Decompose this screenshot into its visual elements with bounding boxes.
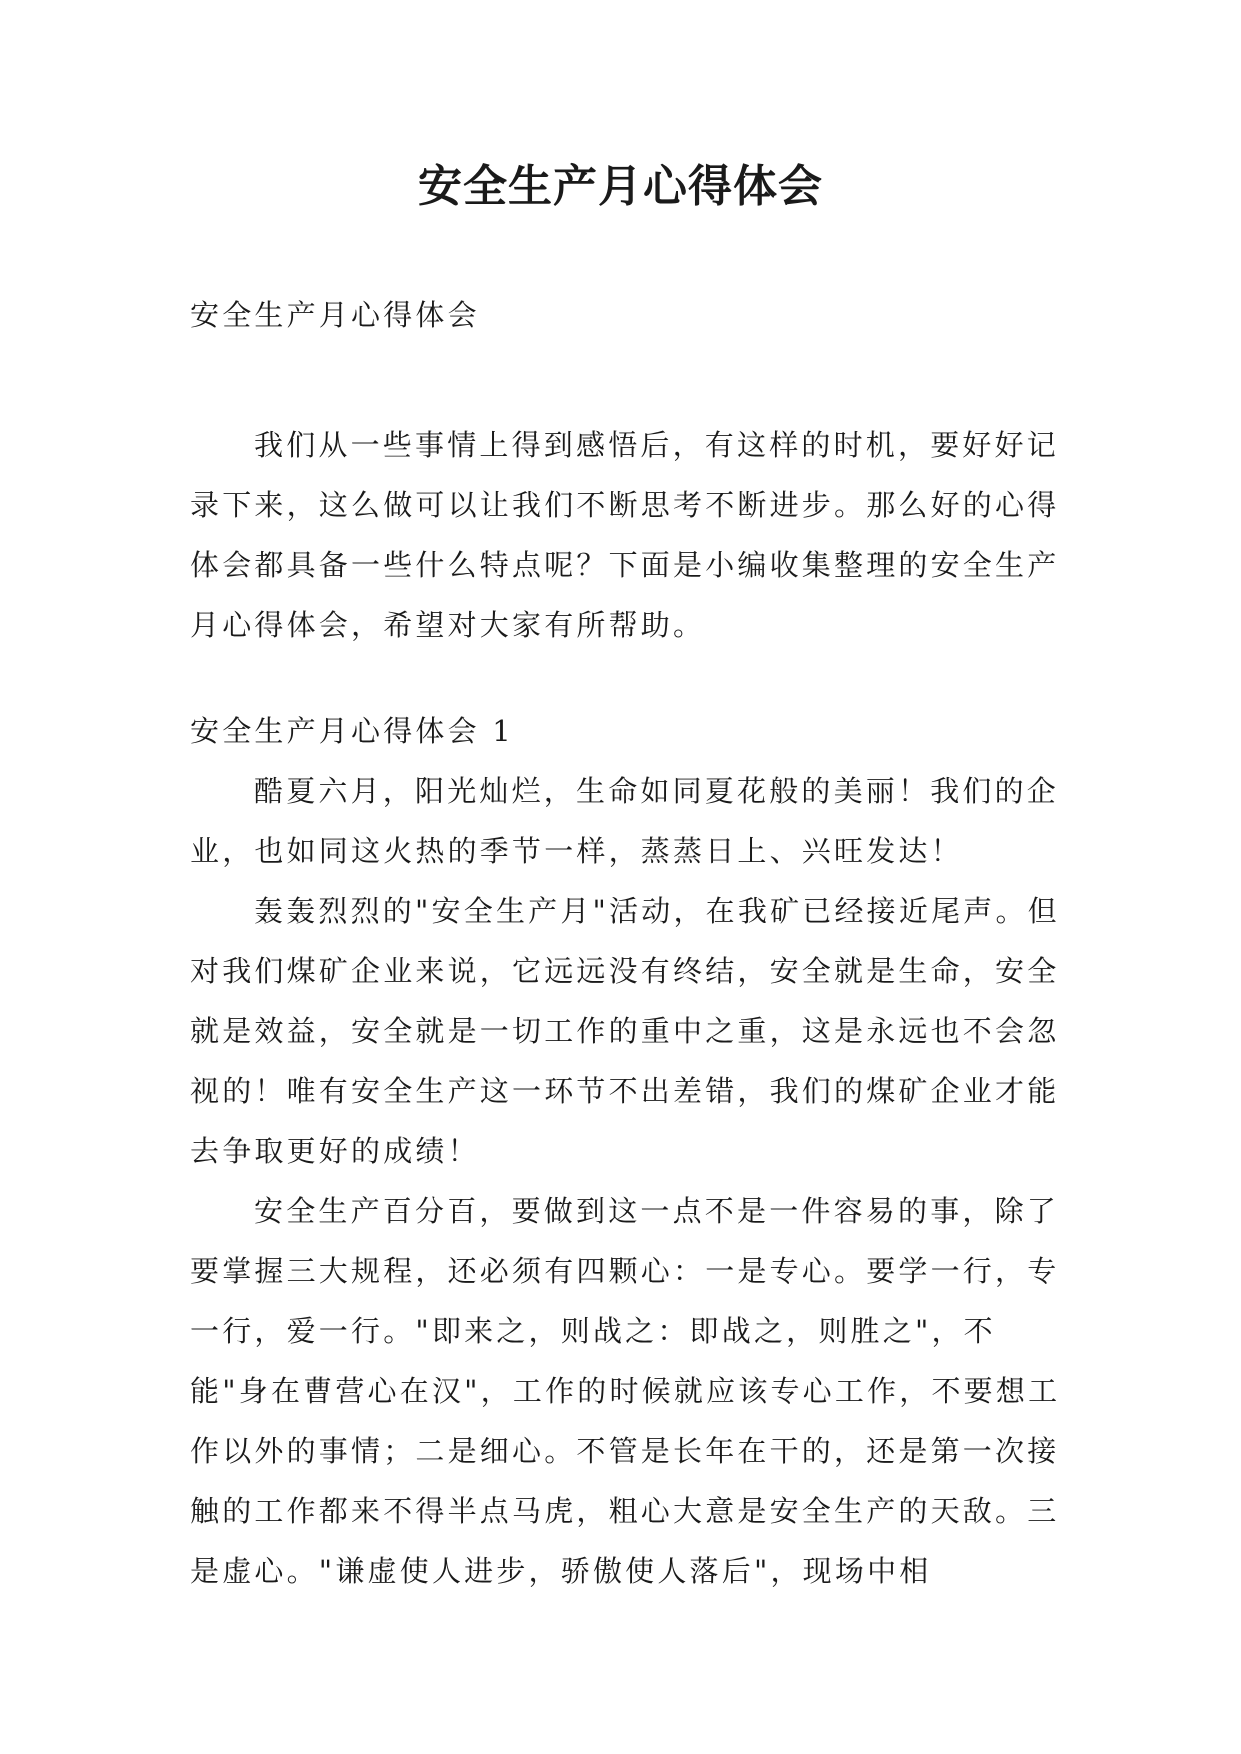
spacer <box>190 655 1070 701</box>
spacer <box>190 345 1070 415</box>
document-body <box>190 285 1070 1601</box>
body-paragraph: 酷夏六月，阳光灿烂，生命如同夏花般的美丽！我们的企业，也如同这火热的季节一样，蒸蒸日上、兴旺发达！ <box>190 774 1060 868</box>
body-paragraph: 安全生产百分百，要做到这一点不是一件容易的事，除了要掌握三大规程，还必须有四颗心：一是专心。要学一行，专一行，爱一行。"即来之，则战之：即战之，则胜之"，不能"身在曹营心在汉"，工作的时候就应该专心工作，不要想工作以外的事情；二是细心。不管是长年在干的，还是第一次接触的工作都来不得半点马虎，粗心大意是安全生产的天敌。三是虚心。"谦虚使人进步，骄傲使人落后"，现场中相 <box>190 1194 1061 1588</box>
intro-paragraph: 我们从一些事情上得到感悟后，有这样的时机，要好好记录下来，这么做可以让我们不断思考不断进步。那么好的心得体会都具备一些什么特点呢？下面是小编收集整理的安全生产月心得体会，希望对大家有所帮助。 <box>190 428 1060 642</box>
body-paragraph: 轰轰烈烈的"安全生产月"活动，在我矿已经接近尾声。但对我们煤矿企业来说，它远远没有终结，安全就是生命，安全就是效益，安全就是一切工作的重中之重，这是永远也不会忽视的！唯有安全生产这一环节不出差错，我们的煤矿企业才能去争取更好的成绩！ <box>190 894 1060 1168</box>
section-heading: 安全生产月心得体会 1 <box>190 714 514 748</box>
document-subtitle: 安全生产月心得体会 <box>190 298 480 332</box>
document-title: 安全生产月心得体会 <box>418 161 823 212</box>
